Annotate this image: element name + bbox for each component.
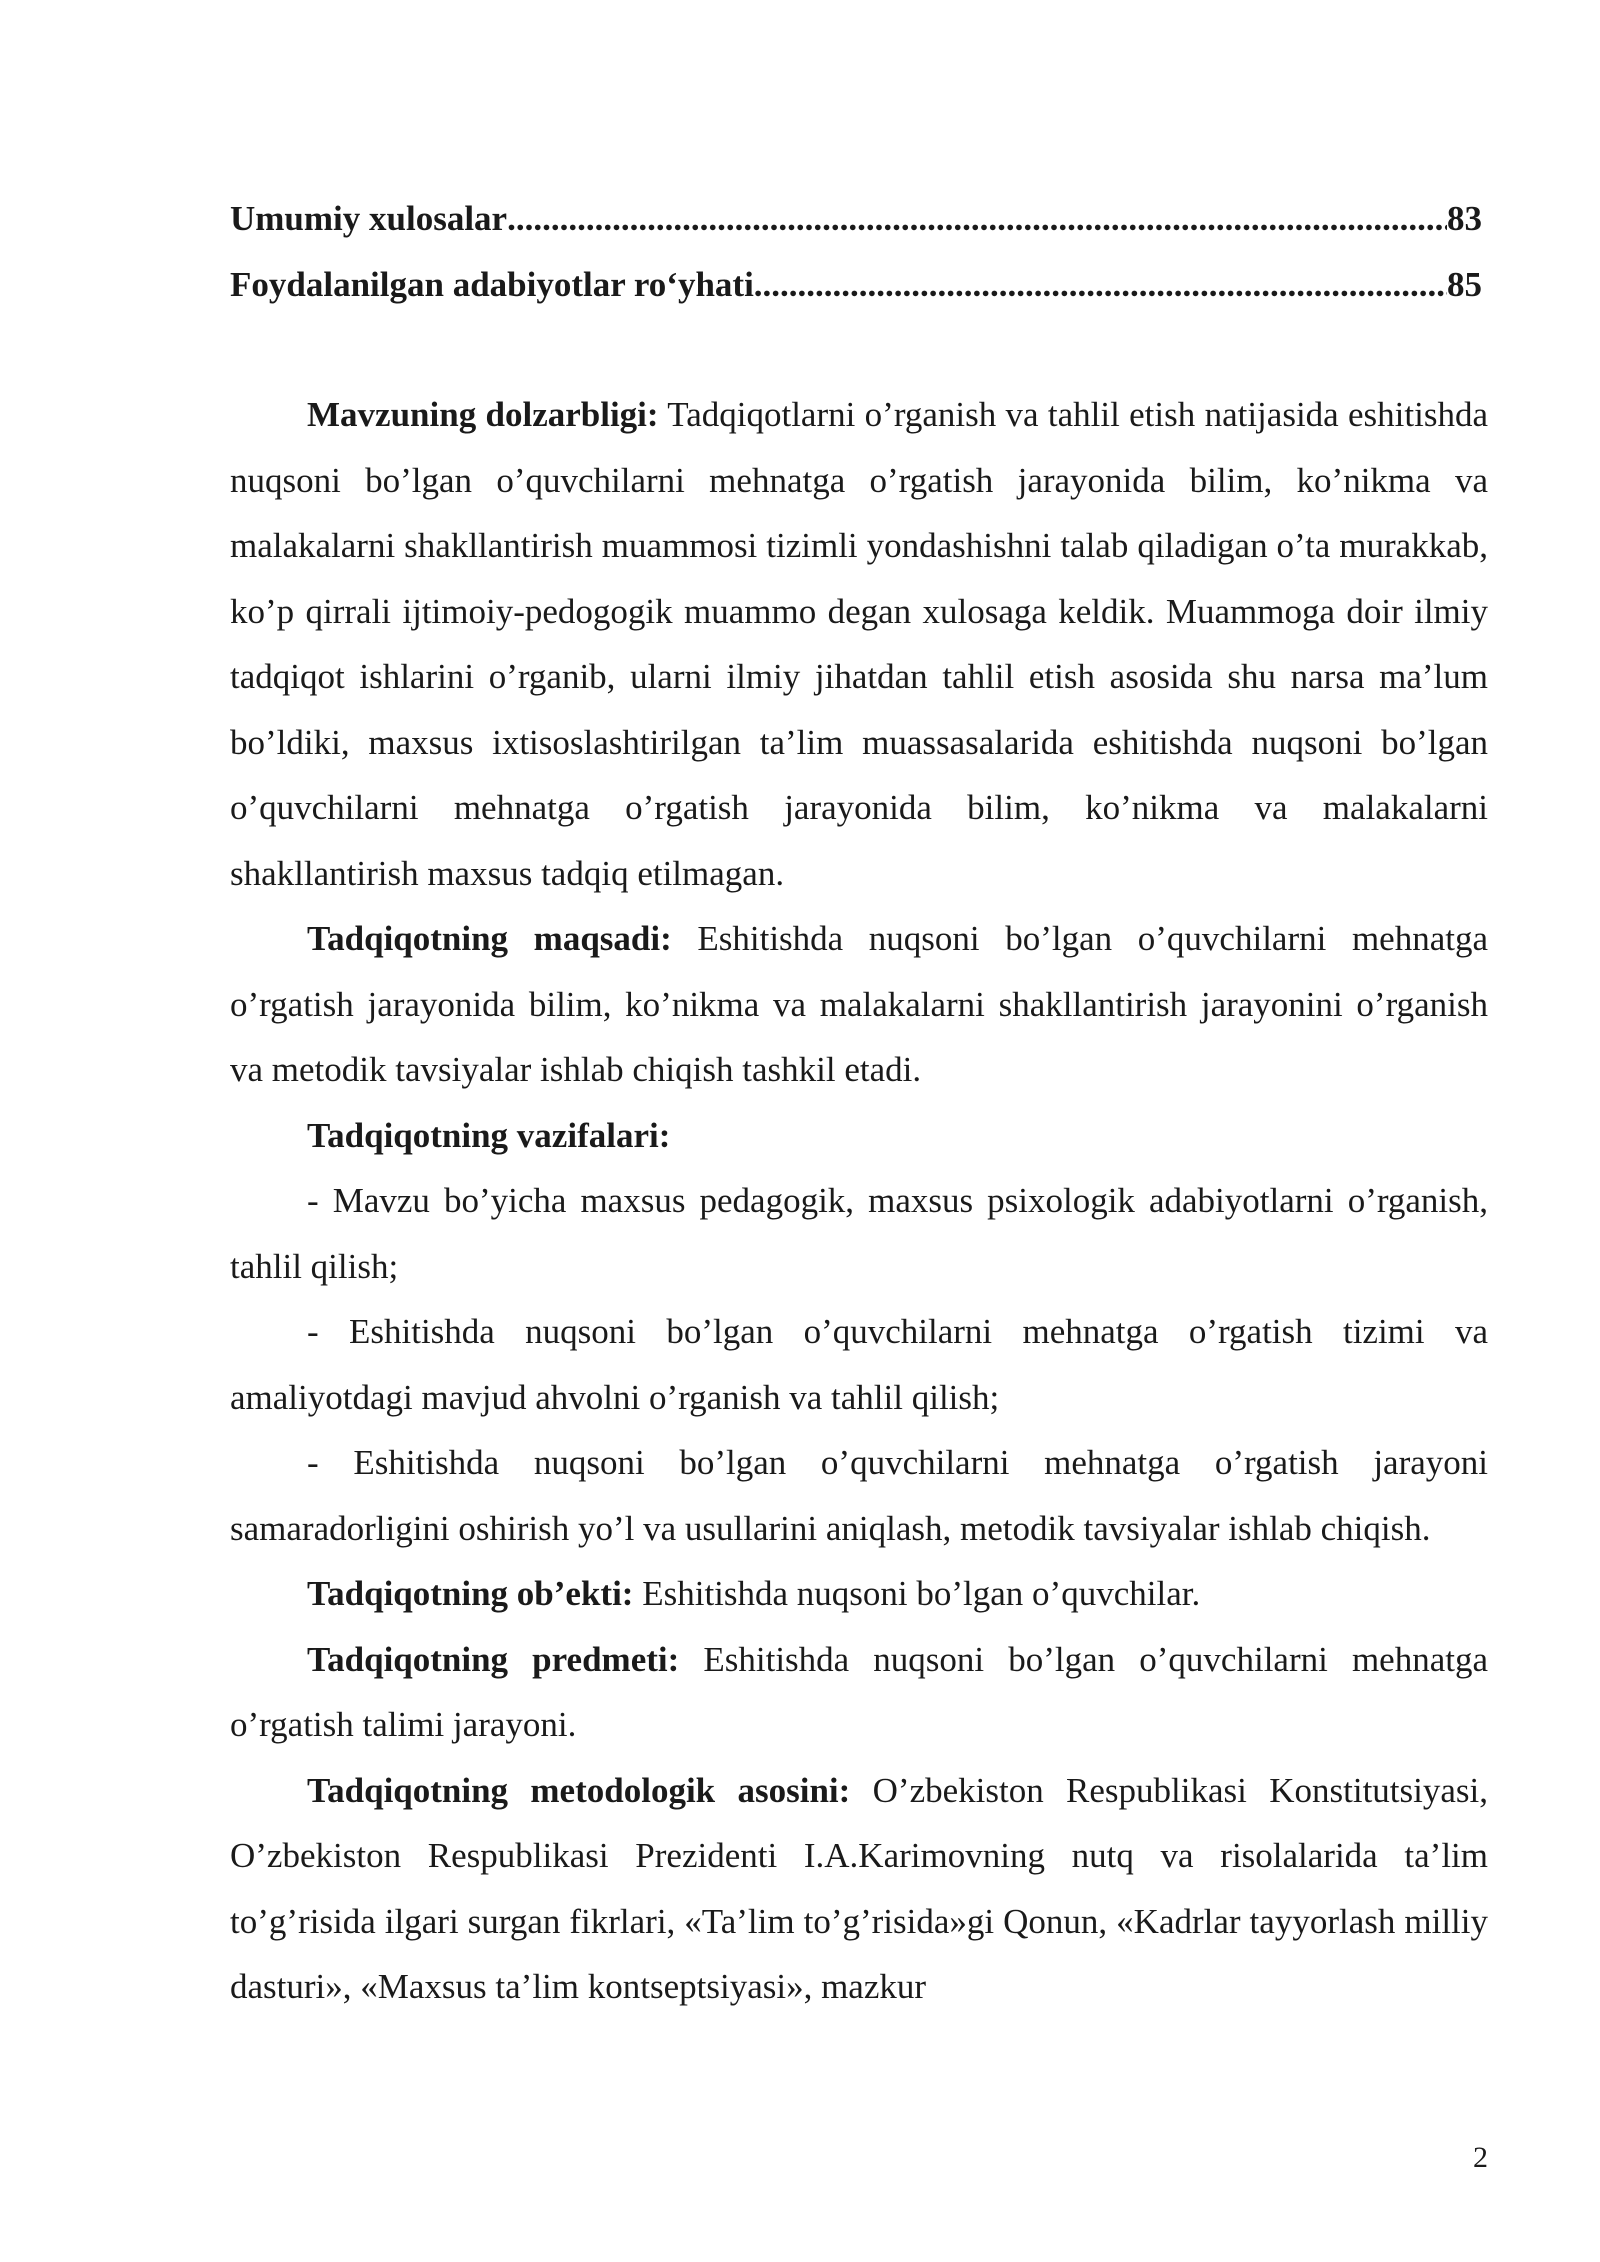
section-spacer [230, 317, 1488, 382]
tasks-label: Tadqiqotning vazifalari: [307, 1115, 671, 1155]
relevance-label: Mavzuning dolzarbligi: [307, 395, 659, 434]
goal-paragraph [230, 906, 1488, 1103]
task-item: - Mavzu bo’yicha maxsus pedagogik, maxsus psixologik adabiyotlarni o’rganish, tahlil qilish; [230, 1181, 1488, 1286]
toc-entry-title: Foydalanilgan adabiyotlar ro‘yhati [230, 264, 754, 304]
methodology-paragraph [230, 1758, 1488, 2020]
toc-entry [230, 186, 1482, 252]
task-item: - Eshitishda nuqsoni bo’lgan o’quvchilarni mehnatga o’rgatish tizimi va amaliyotdagi mavjud ahvolni o’rganish va tahlil qilish; [230, 1312, 1488, 1417]
page-number: 2 [1473, 2141, 1488, 2174]
toc-entry-page: 85 [1447, 264, 1482, 304]
task-item: - Eshitishda nuqsoni bo’lgan o’quvchilarni mehnatga o’rgatish jarayoni samaradorligini oshirish yo’l va usullarini aniqlash, metodik tavsiyalar ishlab chiqish. [230, 1443, 1488, 1548]
object-paragraph [230, 1561, 1488, 1627]
methodology-text: O’zbekiston Respublikasi Konstitutsiyasi, O’zbekiston Respublikasi Prezidenti I.A.Karimovning nutq va risolalarida ta’lim to’g’risida ilgari surgan fikrlari, «Ta’lim to’g’risida»gi Qonun, «Kadrlar tayyorlash milliy dasturi», «Maxsus ta’lim kontseptsiyasi», mazkur [230, 1770, 1488, 2006]
methodology-label: Tadqiqotning metodologik asosini: [307, 1770, 851, 1810]
table-of-contents [230, 186, 1482, 317]
toc-dot-leader [754, 252, 1447, 318]
goal-text: Eshitishda nuqsoni bo’lgan o’quvchilarni mehnatga o’rgatish jarayonida bilim, ko’nikma va malakalarni shakllantirish jarayonini o’rganish va metodik tavsiyalar ishlab chiqish tashkil etadi. [230, 919, 1488, 1089]
toc-entry-page: 83 [1447, 199, 1482, 238]
subject-label: Tadqiqotning predmeti: [307, 1639, 680, 1679]
toc-dot-leader [507, 186, 1447, 252]
document-page [230, 186, 1488, 2020]
subject-paragraph [230, 1627, 1488, 1758]
object-text: Eshitishda nuqsoni bo’lgan o’quvchilar. [642, 1574, 1201, 1613]
tasks-heading [230, 1103, 1488, 1169]
toc-entry-title: Umumiy xulosalar [230, 199, 508, 238]
relevance-text: Tadqiqotlarni o’rganish va tahlil etish natijasida eshitishda nuqsoni bo’lgan o’quvchilarni mehnatga o’rgatish jarayonida bilim, ko’nikma va malakalarni shakllantirish muammosi tizimli yondashishni talab qiladigan o’ta murakkab, ko’p qirrali ijtimoiy-pedogogik muammo degan xulosaga keldik. Muammoga doir ilmiy tadqiqot ishlarini o’rganib, ularni ilmiy jihatdan tahlil etish asosida shu narsa ma’lum bo’ldiki, maxsus ixtisoslashtirilgan ta’lim muassasalarida eshitishda nuqsoni bo’lgan o’quvchilarni mehnatga o’rgatish jarayonida bilim, ko’nikma va malakalarni shakllantirish maxsus tadqiq etilmagan. [230, 395, 1489, 893]
toc-entry [230, 252, 1482, 318]
subject-text: Eshitishda nuqsoni bo’lgan o’quvchilarni mehnatga o’rgatish talimi jarayoni. [230, 1639, 1488, 1744]
object-label: Tadqiqotning ob’ekti: [307, 1574, 634, 1613]
relevance-paragraph [230, 382, 1488, 906]
goal-label: Tadqiqotning maqsadi: [307, 919, 672, 958]
